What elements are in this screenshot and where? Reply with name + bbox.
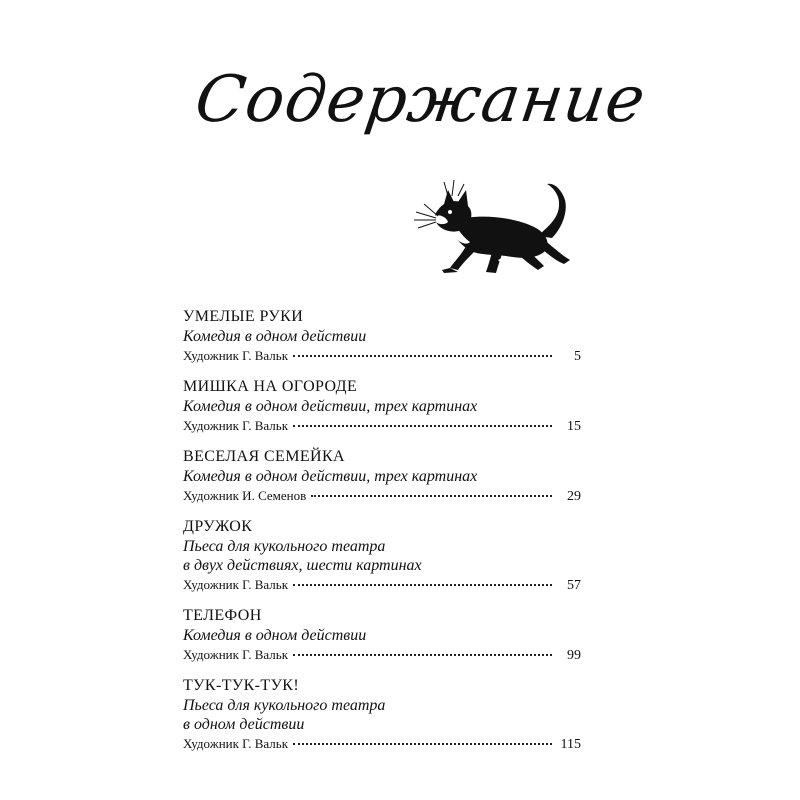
entry-artist: Художник Г. Вальк [183, 577, 289, 592]
dot-leader [293, 584, 552, 586]
entry-artist: Художник Г. Вальк [183, 647, 289, 662]
toc-entry [183, 606, 583, 666]
entry-line [183, 645, 581, 666]
entry-artist: Художник И. Семенов [183, 488, 307, 503]
entry-subtitle: Пьеса для кукольного театра [183, 538, 386, 555]
dot-leader [293, 355, 552, 357]
entry-subtitle: Комедия в одном действии, трех картинах [183, 398, 478, 415]
toc-entry [183, 676, 583, 755]
entry-artist: Художник Г. Вальк [183, 736, 289, 751]
entry-artist: Художник Г. Вальк [183, 348, 289, 363]
entry-page-number: 29 [567, 489, 581, 504]
entry-page-number: 15 [567, 419, 581, 434]
entry-subtitle: в одном действии [183, 716, 305, 733]
entry-subtitle: Комедия в одном действии [183, 627, 367, 644]
toc-entry [183, 307, 583, 367]
entry-page-number: 5 [574, 349, 581, 364]
entry-line [183, 734, 581, 755]
entry-subtitle: в двух действиях, шести картинах [183, 557, 422, 574]
dot-leader [311, 495, 552, 497]
dot-leader [293, 425, 552, 427]
entry-page-number: 115 [560, 737, 581, 752]
dot-leader [293, 654, 552, 656]
entry-page-number: 99 [567, 648, 581, 663]
entry-line [183, 575, 581, 596]
entry-line [183, 346, 581, 367]
entry-artist: Художник Г. Вальк [183, 418, 289, 433]
entry-title: МИШКА НА ОГОРОДЕ [183, 378, 358, 395]
entry-line [183, 486, 581, 507]
entry-title: ТУК-ТУК-ТУК! [183, 677, 300, 694]
entry-title: ТЕЛЕФОН [183, 607, 262, 624]
cat-illustration-icon [414, 176, 580, 278]
page-title: Содержание [190, 63, 651, 137]
entry-title: ВЕСЕЛАЯ СЕМЕЙКА [183, 448, 345, 465]
entry-subtitle: Комедия в одном действии, трех картинах [183, 468, 478, 485]
entry-page-number: 57 [567, 578, 581, 593]
toc-entry [183, 377, 583, 437]
entry-subtitle: Пьеса для кукольного театра [183, 697, 386, 714]
table-of-contents [183, 307, 583, 765]
entry-title: УМЕЛЫЕ РУКИ [183, 308, 304, 325]
entry-subtitle: Комедия в одном действии [183, 328, 367, 345]
toc-entry [183, 517, 583, 596]
entry-title: ДРУЖОК [183, 518, 253, 535]
dot-leader [293, 743, 552, 745]
toc-entry [183, 447, 583, 507]
entry-line [183, 416, 581, 437]
